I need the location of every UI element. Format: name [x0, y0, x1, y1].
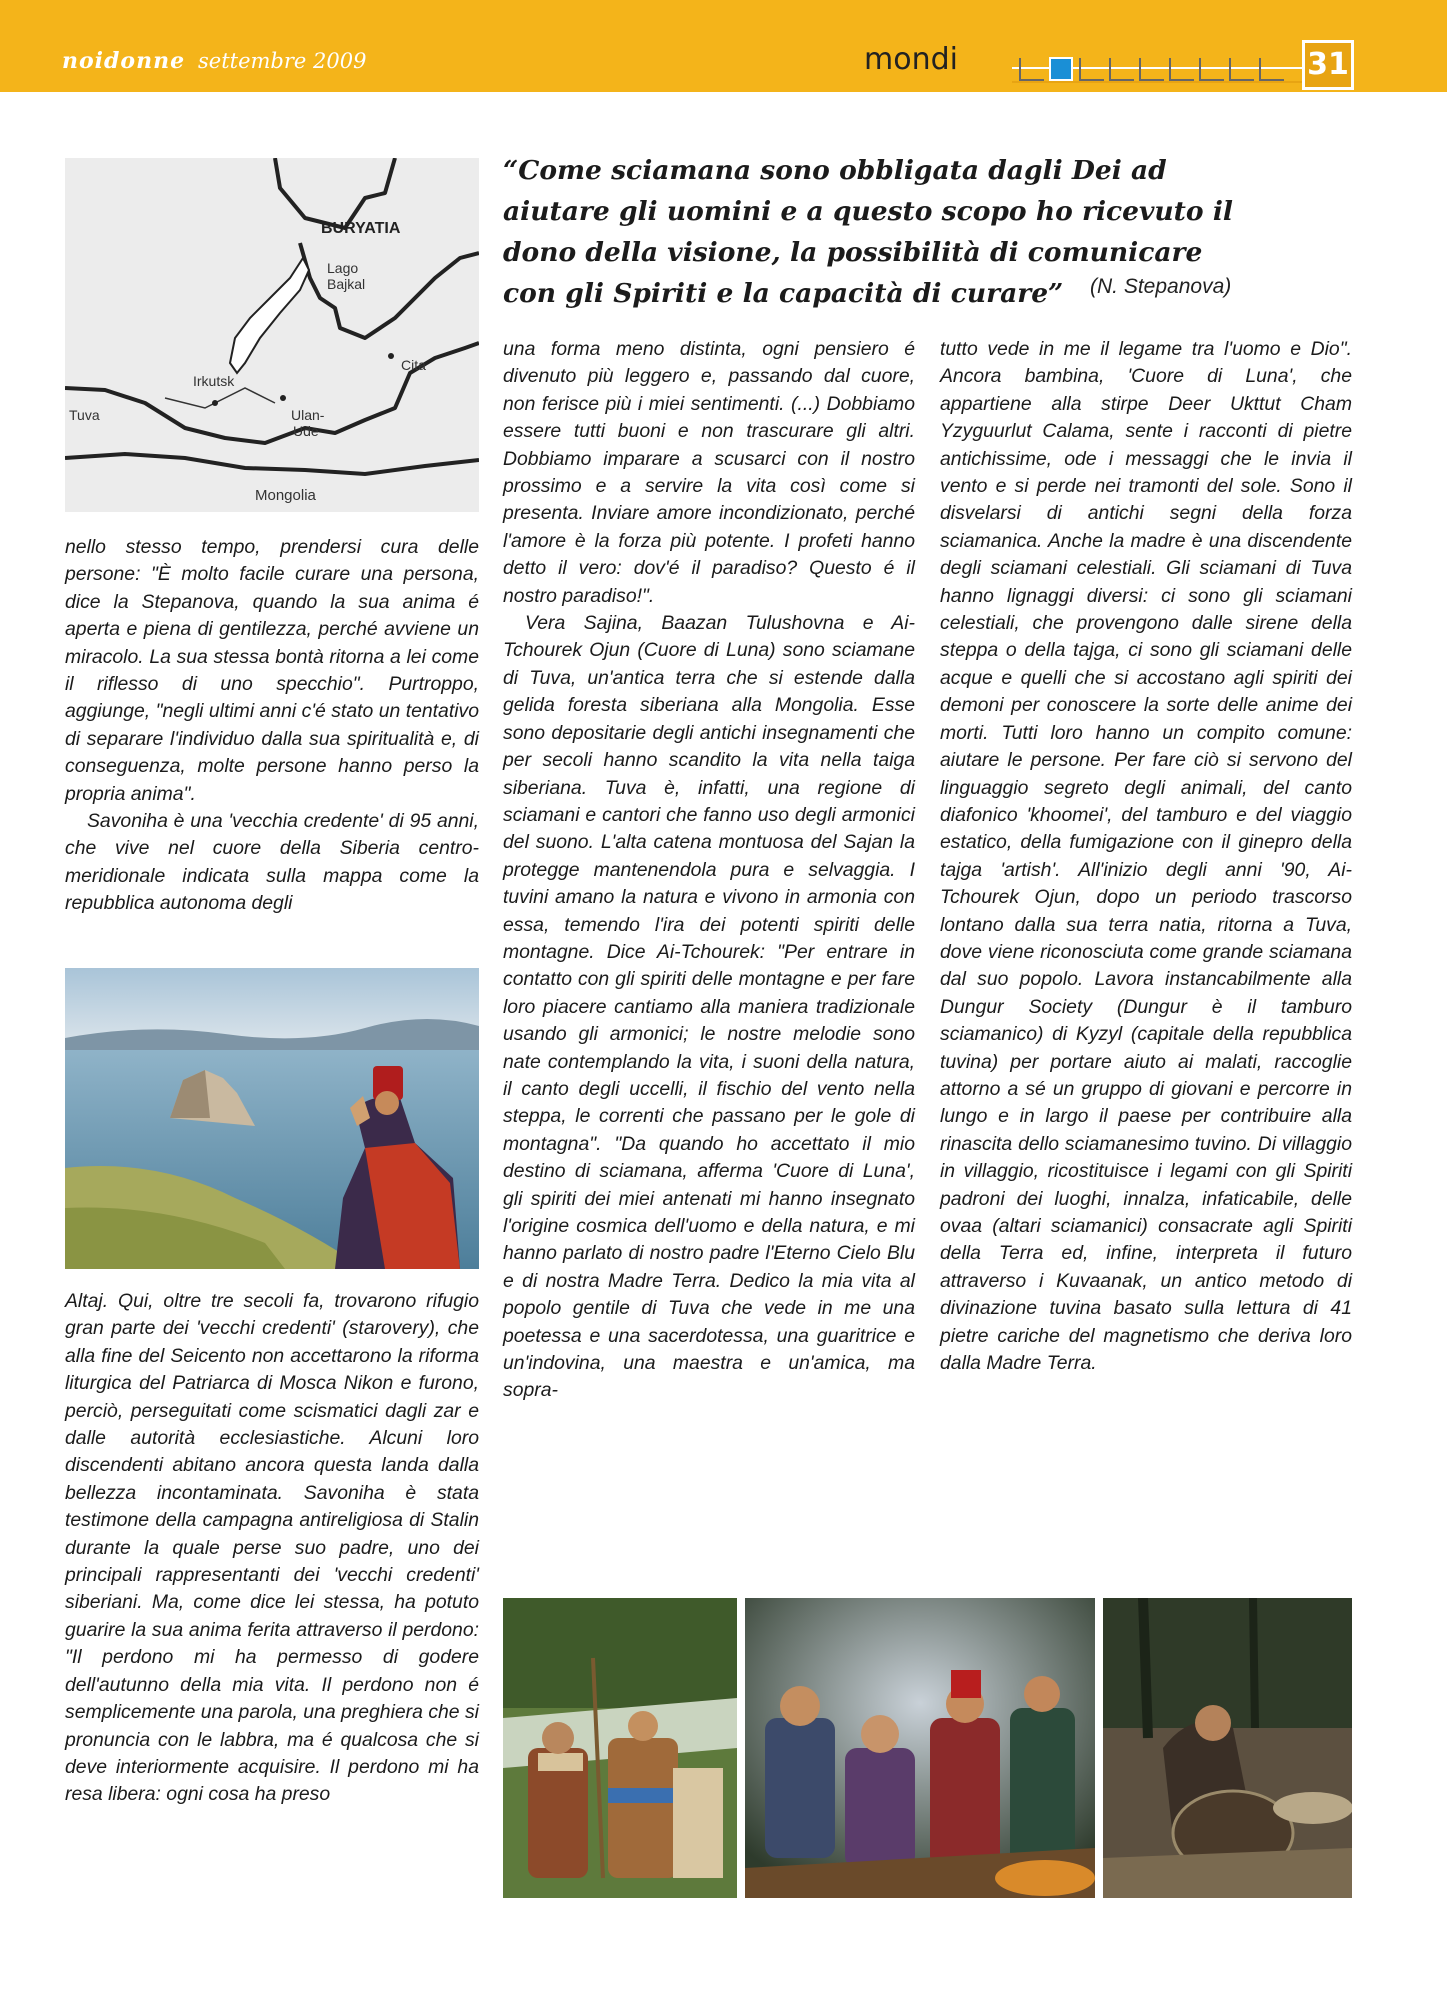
paragraph: Vera Sajina, Baazan Tulushovna e Ai-Tchourek Ojun (Cuore di Luna) sono sciamane di Tuva, un'antica terra che si estende dalla gelida foresta siberiana alla Mongolia. Esse sono depositarie degli antichi insegnamenti che per secoli hanno scandito la vita nella taiga siberiana. Tuva è, infatti, una regione di sciamani e cantori che fanno uso degli armonici del suono. L'alta catena montuosa del Sajan la protegge mantenendola pura e selvaggia. I tuvini amano la natura e vivono in armonia con essa, temendo l'ira dei potenti spiriti delle montagne. Dice Ai-Tchourek: "Per entrare in contatto con gli spiriti delle montagne e per fare loro piacere cantiamo alla maniera tradizionale usando gli armonici; le nostre melodie sono nate contemplando la vita, i suoni della natura, il canto degli uccelli, il fischio del vento nella steppa, le correnti che passano per le gole di montagna". "Da quando ho accettato il mio destino di sciamana, afferma 'Cuore di Luna', gli spiriti dei miei antenati mi hanno insegnato l'origine cosmica dell'uomo e della natura, e mi hanno parlato di nostro padre l'Eterno Cielo Blu e di nostra Madre Terra. Dedico la mia vita al popolo gentile di Tuva che vede in me una poetessa e una sacerdotessa, una guaritrice e un'indovina, una maestra e un'amica, ma sopra-: [503, 612, 915, 1402]
text-column-1-top: [65, 534, 479, 918]
map-label-cita: Cita: [401, 357, 426, 373]
section-title: mondi: [864, 42, 958, 77]
paragraph: nello stesso tempo, prendersi cura delle persone: "È molto facile curare una persona, dice la Stepanova, quando la sua anima é aperta e piena di gentilezza, perché avviene un miracolo. La sua stessa bontà ritorna a lei come il riflesso di uno specchio". Purtroppo, aggiunge, "negli ultimi anni c'é stato un tentativo di separare l'individuo dalla sua spiritualità e, di conseguenza, molte persone hanno perso la propria anima".: [65, 536, 479, 805]
map-label-buryatia: BURYATIA: [321, 220, 401, 237]
map-label-irkutsk: Irkutsk: [193, 373, 235, 389]
header-decoration: [1012, 46, 1302, 92]
shamans-ritual-photo-2: [745, 1598, 1095, 1898]
map-label-lake-2: Bajkal: [327, 276, 366, 292]
map-figure: [65, 158, 479, 512]
page-header: [0, 0, 1447, 92]
map-label-mongolia: Mongolia: [255, 487, 316, 504]
paragraph: tutto vede in me il legame tra l'uomo e Dio". Ancora bambina, 'Cuore di Luna', che appartiene alla stirpe Deer Ukttut Cham Yzyguurlut Calama, sente i racconti di pietre antichissime, ode i messaggi che le invia il vento e si perde nei tramonti del sole. Sono il disvelarsi di antichi segni della forza sciamanica. Anche la madre è una discendente degli sciamani celestiali. Gli sciamani di Tuva hanno lignaggi diversi: ci sono gli sciamani celestiali, che provengono dalle sirene della steppa o della tajga, ci sono gli sciamani delle acque e quelli che si accostano agli spiriti dei demoni per conoscere la sorte delle anime dei morti. Tutti loro hanno un compito comune: aiutare le persone. Per fare ciò si servono del linguaggio segreto degli animali, del canto diafonico 'khoomei', del tamburo e del viaggio estatico, della fumigazione con il ginepro della tajga 'artish'. All'inizio degli anni '90, Ai-Tchourek Ojun, dopo un periodo trascorso lontano dalla sua terra natia, ritorna a Tuva, dove viene riconosciuta come grande sciamana dal suo popolo. Lavora instancabilmente alla Dungur Society (Dungur è il tamburo sciamanico) di Kyzyl (capitale della repubblica tuvina) per portare aiuto ai malati, raccoglie attorno a sé un gruppo di giovani e percorre in lungo e in largo il paese per contribuire alla rinascita dello sciamanesimo tuvino. Di villaggio in villaggio, ricostituisce i legami con gli Spiriti padroni dei luoghi, innalza, infaticabile, delle ovaa (altari sciamanici) consacrate agli Spiriti della Terra ed, infine, interpreta il futuro attraverso i Kuvaanak, un antico metodo di divinazione tuvina basato sulla lettura di 41 pietre cariche del magnetismo che deriva loro dalla Madre Terra.: [940, 338, 1352, 1375]
map-label-lake: Lago: [327, 260, 359, 276]
text-column-1-bottom: [65, 1288, 479, 1809]
issue-date: settembre 2009: [198, 49, 367, 73]
map-label-ulan: Ulan-: [291, 407, 325, 423]
lake-baikal-photo: [65, 968, 479, 1269]
paragraph: Savoniha è una 'vecchia credente' di 95 anni, che vive nel cuore della Siberia centro-meridionale indicata sulla mappa come la repubblica autonoma degli: [65, 810, 479, 915]
paragraph: Altaj. Qui, oltre tre secoli fa, trovarono rifugio gran parte dei 'vecchi credenti' (starovery), che alla fine del Seicento non accettarono la riforma liturgica del Patriarca di Mosca Nikon e furono, perciò, perseguitati come scismatici dagli zar e dalle autorità ecclesiastiche. Alcuni loro discendenti abitano ancora questa landa dalla bellezza incontaminata. Savoniha è stata testimone della campagna antireligiosa di Stalin durante la quale perse suo padre, uno dei principali rappresentanti dei 'vecchi credenti' siberiani. Ma, come dice lei stessa, ha potuto guarire la sua anima ferita attraverso il perdono: "Il perdono mi ha permesso di godere dell'autunno della mia vita. Il perdono non é semplicemente una parola, una preghiera che si pronuncia con le labbra, ma é qualcosa che si deve interiormente acquisire. Il perdono mi ha resa libera: ogni cosa ha preso: [65, 1290, 479, 1806]
page-number: 31: [1302, 40, 1354, 90]
blue-square-icon: [1050, 58, 1072, 80]
quote-author: (N. Stepanova): [1090, 275, 1232, 298]
map-label-tuva: Tuva: [69, 407, 100, 423]
pull-quote: “Come sciamana sono obbligata dagli Dei ad aiutare gli uomini e a questo scopo ho ricevuto il dono della visione, la possibilità di comunicare con gli Spiriti e la capacità di curare”: [503, 155, 1233, 309]
shaman-forest-photo: [1103, 1598, 1352, 1898]
paragraph: una forma meno distinta, ogni pensiero é divenuto più leggero e, passando dal cuore, non ferisce più i miei sentimenti. (...) Dobbiamo essere tutti buoni e non trascurare gli altri. Dobbiamo imparare a scusarci con il nostro prossimo e a servire la vita così come si presenta. Inviare amore incondizionato, perché l'amore è la forza più potente. I profeti hanno detto il vero: dov'é il paradiso? Questo é il nostro paradiso!".: [503, 338, 915, 607]
magazine-name: noidonne: [62, 48, 186, 74]
text-column-2: [503, 336, 915, 1405]
text-column-3: [940, 336, 1352, 1377]
map-label-ude: Ude: [293, 423, 319, 439]
shamans-ritual-photo-1: [503, 1598, 737, 1898]
